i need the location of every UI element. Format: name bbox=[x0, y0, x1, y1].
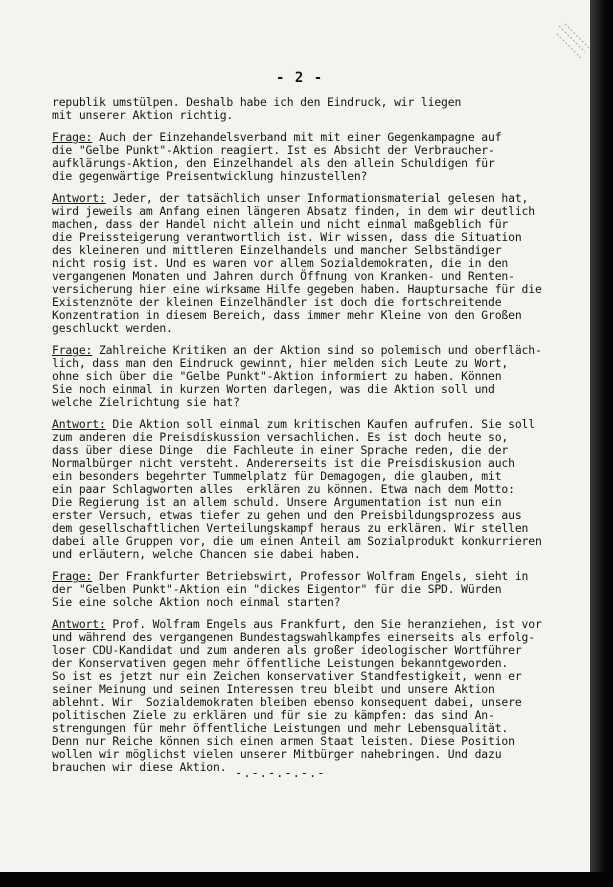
corner-mark bbox=[555, 22, 590, 62]
text-line: lich, dass man den Eindruck gewinnt, hier melden sich Leute zu Wort, bbox=[52, 356, 509, 370]
text-line: Konzentration in diesem Bereich, dass immer mehr Kleine von den Großen bbox=[52, 308, 522, 322]
scan-edge-bottom bbox=[0, 872, 613, 887]
continuation-paragraph bbox=[52, 96, 572, 122]
question-paragraph bbox=[52, 344, 572, 409]
line-text: Die Aktion soll einmal zum kritischen Kaufen aufrufen. Sie soll bbox=[105, 417, 535, 431]
text-line: Denn nur Reiche können sich einen armen Staat leisten. Diese Position bbox=[52, 734, 515, 748]
text-line: So ist es jetzt nur ein Zeichen konservativer Standfestigkeit, wenn er bbox=[52, 669, 522, 683]
answer-label: Antwort: bbox=[52, 191, 106, 205]
text-line: der Konservativen gegen mehr öffentliche Leistungen bekanntgeworden. bbox=[52, 656, 509, 670]
text-line: und während des vergangenen Bundestagswahlkampfes einerseits als erfolg- bbox=[52, 630, 535, 644]
question-label: Frage: bbox=[52, 130, 93, 144]
text-line: politischen Ziele zu erklären und für sie zu kämpfen: das sind An- bbox=[52, 708, 495, 722]
question-label: Frage: bbox=[52, 569, 93, 583]
page-number: - 2 - bbox=[276, 70, 324, 86]
text-line: strengungen für mehr öffentliche Leistungen und mehr Lebensqualität. bbox=[52, 721, 509, 735]
answer-paragraph bbox=[52, 618, 572, 774]
text-line: zum anderen die Preisdiskussion versachlichen. Es ist doch heute so, bbox=[52, 430, 509, 444]
line-text: Zahlreiche Kritiken an der Aktion sind so polemisch und oberfläch- bbox=[92, 343, 542, 357]
text-line: und erläutern, welche Chancen sie dabei haben. bbox=[52, 547, 361, 561]
text-line: der "Gelben Punkt"-Aktion ein "dickes Eigentor" für die SPD. Würden bbox=[52, 582, 502, 596]
answer-paragraph bbox=[52, 418, 572, 561]
text-line: Die Regierung ist an allem schuld. Unsere Argumentation ist nun ein bbox=[52, 495, 502, 509]
answer-paragraph bbox=[52, 192, 572, 335]
text-line: dem gesellschaftlichen Verteilungskampf heraus zu erklären. Wir stellen bbox=[52, 521, 529, 535]
text-line: nicht rosig ist. Und es waren vor allem Sozialdemokraten, die in den bbox=[52, 256, 509, 270]
text-line: des kleineren und mittleren Einzelhandels und mancher Selbständiger bbox=[52, 243, 502, 257]
text-line: die "Gelbe Punkt"-Aktion reagiert. Ist es Absicht der Verbraucher- bbox=[52, 143, 495, 157]
line-text: Der Frankfurter Betriebswirt, Professor Wolfram Engels, sieht in bbox=[92, 569, 529, 583]
text-line: ablehnt. Wir Sozialdemokraten bleiben ebenso konsequent dabei, unsere bbox=[52, 695, 522, 709]
text-line: machen, dass der Handel nicht allein und nicht einmal maßgeblich für bbox=[52, 217, 509, 231]
text-line: dabei alle Gruppen vor, die um einen Anteil am Sozialprodukt konkurrieren bbox=[52, 534, 542, 548]
text-line: geschluckt werden. bbox=[52, 321, 173, 335]
text-line: die Preissteigerung verantwortlich ist. Wir wissen, dass die Situation bbox=[52, 230, 522, 244]
text-line: ein besonders begehrter Tummelplatz für Demagogen, die glauben, mit bbox=[52, 469, 502, 483]
text-line: vergangenen Monaten und Jahren durch Öffnung von Kranken- und Renten- bbox=[52, 269, 515, 283]
text-line: versicherung hier eine wirksame Hilfe gegeben haben. Hauptursache für die bbox=[52, 282, 542, 296]
text-line: welche Zielrichtung sie hat? bbox=[52, 395, 240, 409]
text-line: loser CDU-Kandidat und zum anderen als großer ideologischer Wortführer bbox=[52, 643, 522, 657]
question-paragraph bbox=[52, 570, 572, 609]
text-line: wollen wir möglichst vielen unserer Mitbürger nahebringen. Und dazu bbox=[52, 747, 502, 761]
line-text: Auch der Einzehandelsverband mit mit einer Gegenkampagne auf bbox=[92, 130, 502, 144]
text-line: ohne sich über die "Gelbe Punkt"-Aktion informiert zu haben. Können bbox=[52, 369, 502, 383]
answer-label: Antwort: bbox=[52, 417, 106, 431]
text-line: Existenznöte der kleinen Einzelhändler ist doch die fortschreitende bbox=[52, 295, 502, 309]
text-line: Sie noch einmal in kurzen Worten darlegen, was die Aktion soll und bbox=[52, 382, 495, 396]
document-body bbox=[52, 96, 572, 774]
line-text: Jeder, der tatsächlich unser Informationsmaterial gelesen hat, bbox=[105, 191, 529, 205]
line-text: Prof. Wolfram Engels aus Frankfurt, den Sie heranziehen, ist vor bbox=[105, 617, 542, 631]
text-line: erster Versuch, etwas tiefer zu gehen und den Preisbildungsprozess aus bbox=[52, 508, 522, 522]
text-line: ein paar Schlagworten alles erklären zu können. Etwa nach dem Motto: bbox=[52, 482, 515, 496]
text-line: Sie eine solche Aktion noch einmal starten? bbox=[52, 595, 341, 609]
text-line: seiner Meinung und seinen Interessen treu bleibt und unsere Aktion bbox=[52, 682, 495, 696]
text-line: republik umstülpen. Deshalb habe ich den Eindruck, wir liegen bbox=[52, 95, 462, 109]
end-separator: -.-.-.-.-.- bbox=[235, 766, 326, 780]
text-line: brauchen wir diese Aktion. bbox=[52, 760, 227, 774]
text-line: wird jeweils am Anfang einen längeren Absatz finden, in dem wir deutlich bbox=[52, 204, 535, 218]
text-line: Normalbürger nicht versteht. Andererseits ist die Preisdiskusion auch bbox=[52, 456, 515, 470]
question-label: Frage: bbox=[52, 343, 93, 357]
text-line: die gegenwärtige Preisentwicklung hinzustellen? bbox=[52, 169, 368, 183]
answer-label: Antwort: bbox=[52, 617, 106, 631]
text-line: aufklärungs-Aktion, den Einzelhandel als den allein Schuldigen für bbox=[52, 156, 495, 170]
scan-edge-right bbox=[590, 0, 613, 887]
question-paragraph bbox=[52, 131, 572, 183]
text-line: dass über diese Dinge die Fachleute in einer Sprache reden, die der bbox=[52, 443, 509, 457]
text-line: mit unserer Aktion richtig. bbox=[52, 108, 234, 122]
